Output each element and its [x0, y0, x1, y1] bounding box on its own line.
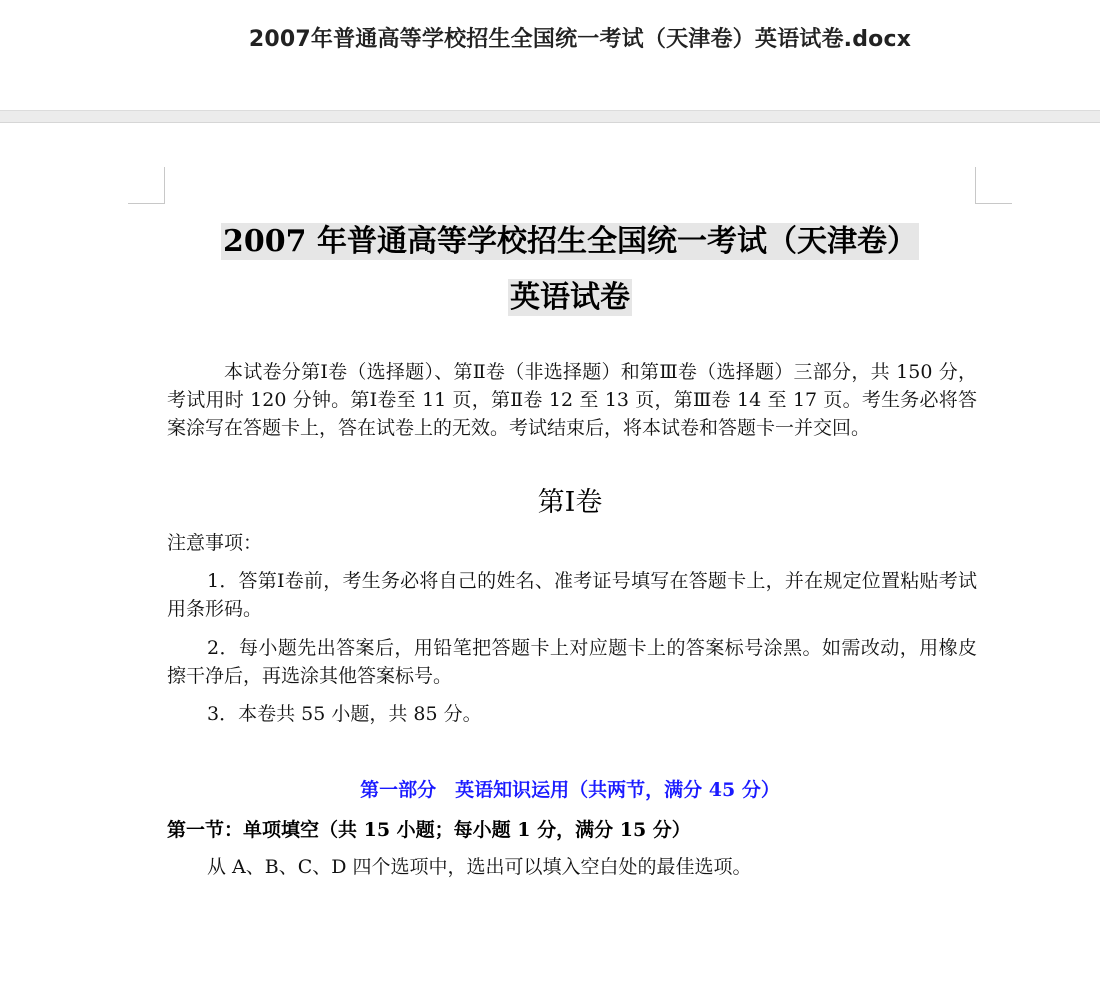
section-heading: 第一节：单项填空（共 15 小题；每小题 1 分，满分 15 分） — [167, 819, 691, 841]
exam-subtitle-text: 英语试卷 — [510, 280, 630, 315]
page-separator — [0, 110, 1100, 123]
notice-label: 注意事项： — [167, 532, 263, 554]
exam-title — [0, 216, 1100, 260]
part-heading: 第一部分 英语知识运用（共两节，满分 45 分） — [360, 779, 780, 801]
intro-paragraph: 本试卷分第Ⅰ卷（选择题）、第Ⅱ卷（非选择题）和第Ⅲ卷（选择题）三部分，共 150 分，考试用时 120 分钟。第Ⅰ卷至 11 页，第Ⅱ卷 12 至 13 页，第Ⅲ卷 14 至 17 页。考生务必将答案涂写在答题卡上，答在试卷上的无效。考试结束后，将本试卷和答题卡一并交回。 — [167, 361, 977, 439]
volume-heading: 第Ⅰ卷 — [537, 487, 603, 518]
notice-item-3: 3．本卷共 55 小题，共 85 分。 — [207, 703, 482, 725]
title-bar — [0, 0, 1100, 110]
exam-title-text: 2007 年普通高等学校招生全国统一考试（天津卷） — [223, 224, 917, 259]
document-filename: 2007年普通高等学校招生全国统一考试（天津卷）英语试卷.docx — [248, 27, 912, 52]
notice-item-2: 2．每小题先出答案后，用铅笔把答题卡上对应题卡上的答案标号涂黑。如需改动，用橡皮擦干净后，再选涂其他答案标号。 — [167, 637, 977, 687]
section-instruction: 从 A、B、C、D 四个选项中，选出可以填入空白处的最佳选项。 — [207, 856, 752, 878]
crop-mark-top-left — [128, 167, 165, 204]
notice-item-1: 1．答第Ⅰ卷前，考生务必将自己的姓名、准考证号填写在答题卡上，并在规定位置粘贴考试用条形码。 — [167, 570, 977, 620]
crop-mark-top-right — [975, 167, 1012, 204]
exam-subtitle — [0, 272, 1100, 316]
